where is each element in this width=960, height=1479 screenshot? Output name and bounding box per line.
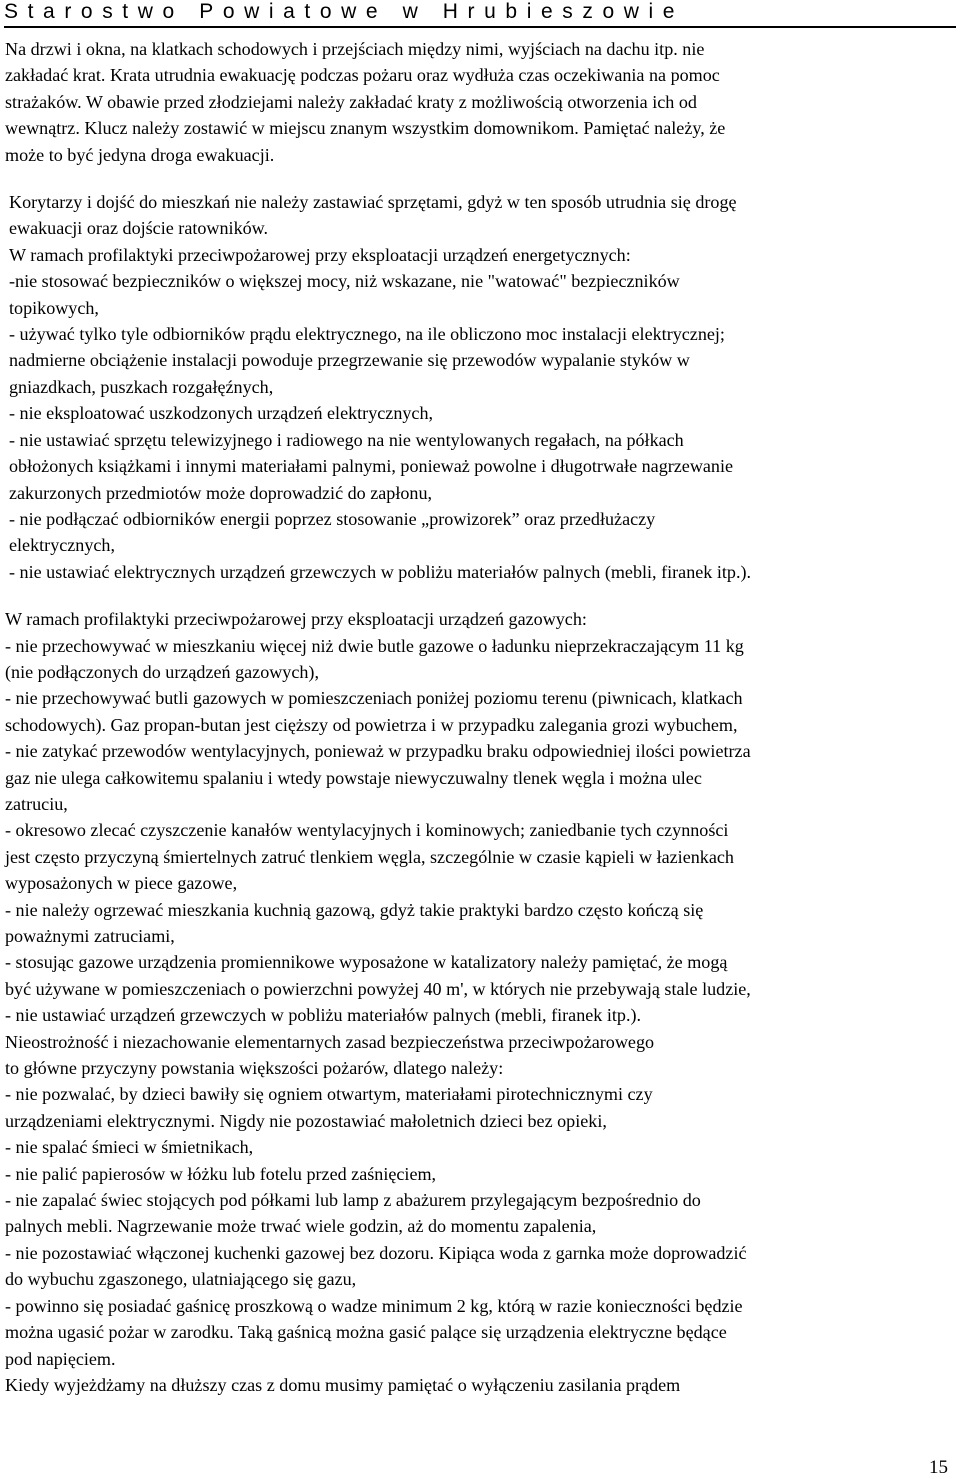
text-line: - nie ustawiać sprzętu telewizyjnego i radiowego na nie wentylowanych regałach, na półkach xyxy=(9,429,684,450)
text-line: ewakuacji oraz dojście ratowników. xyxy=(9,218,269,239)
text-line: Korytarzy i dojść do mieszkań nie należy zastawiać sprzętami, gdyż w ten sposób utrudnia się drogę xyxy=(9,192,737,213)
text-line: - nie zapalać świec stojących pod półkami lub lamp z abażurem przylegającym bezpośrednio do xyxy=(5,1190,701,1211)
text-line: zakurzonych przedmiotów może doprowadzić do zapłonu, xyxy=(9,482,433,503)
text-line: strażaków. W obawie przed złodziejami należy zakładać kraty z możliwością otworzenia ich od xyxy=(5,91,697,112)
text-line: to główne przyczyny powstania większości pożarów, dlatego należy: xyxy=(5,1058,504,1079)
text-line: nadmierne obciążenie instalacji powoduje przegrzewanie się przewodów wypalanie styków w xyxy=(9,350,690,371)
paragraph-spacer xyxy=(5,168,957,189)
text-line: -nie stosować bezpieczników o większej mocy, niż wskazane, nie "watować" bezpieczników xyxy=(9,271,680,292)
text-line: - nie przechowywać butli gazowych w pomieszczeniach poniżej poziomu terenu (piwnicach, klatkach xyxy=(5,688,743,709)
text-line: topikowych, xyxy=(9,297,99,318)
text-line: - nie palić papierosów w łóżku lub fotelu przed zaśnięciem, xyxy=(5,1163,437,1184)
text-line: (nie podłączonych do urządzeń gazowych), xyxy=(5,661,319,682)
text-line: może to być jedyna droga ewakuacji. xyxy=(5,144,275,165)
text-line: - nie zatykać przewodów wentylacyjnych, ponieważ w przypadku braku odpowiedniej ilości powietrza xyxy=(5,741,751,762)
text-line: poważnymi zatruciami, xyxy=(5,926,175,946)
text-line: - nie podłączać odbiorników energii poprzez stosowanie „prowizorek” oraz przedłużaczy xyxy=(9,508,656,529)
text-line: obłożonych książkami i innymi materiałami palnymi, ponieważ powolne i długotrwałe nagrzewanie xyxy=(9,456,734,477)
paragraph-window-bars xyxy=(5,36,957,168)
text-line: - nie pozwalać, by dzieci bawiły się ogniem otwartym, materiałami pirotechnicznymi czy xyxy=(5,1084,653,1105)
text-line: urządzeniami elektrycznymi. Nigdy nie pozostawiać małoletnich dzieci bez opieki, xyxy=(5,1110,607,1131)
text-line: - powinno się posiadać gaśnicę proszkową o wadze minimum 2 kg, którą w razie konieczności będzie xyxy=(5,1295,743,1316)
text-line: wewnątrz. Klucz należy zostawić w miejscu znanym wszystkim domownikom. Pamiętać należy, że xyxy=(5,118,726,139)
paragraph-spacer xyxy=(5,585,957,606)
paragraph-gas xyxy=(5,606,957,1398)
text-line: jest często przyczyną śmiertelnych zatruć tlenkiem węgla, szczególnie w czasie kąpieli w łazienkach xyxy=(5,846,734,867)
text-line: - nie pozostawiać włączonej kuchenki gazowej bez dozoru. Kipiąca woda z garnka może doprowadzić xyxy=(5,1242,747,1263)
text-line: gaz nie ulega całkowitemu spalaniu i wtedy powstaje niewyczuwalny tlenek węgla i można ulec xyxy=(5,767,702,788)
text-line: - nie ustawiać urządzeń grzewczych w pobliżu materiałów palnych (mebli, firanek itp.). xyxy=(5,1005,642,1026)
text-line: schodowych). Gaz propan-butan jest cięższy od powietrza i w przypadku zalegania grozi wybuchem, xyxy=(5,714,738,735)
text-line: wyposażonych w piece gazowe, xyxy=(5,873,238,894)
text-line: elektrycznych, xyxy=(9,535,115,556)
text-line: Nieostrożność i niezachowanie elementarnych zasad bezpieczeństwa przeciwpożarowego xyxy=(5,1031,655,1052)
text-line: W ramach profilaktyki przeciwpożarowej przy eksploatacji urządzeń energetycznych: xyxy=(9,244,631,265)
text-line: Na drzwi i okna, na klatkach schodowych i przejściach między nimi, wyjściach na dachu itp. nie xyxy=(5,39,705,59)
document-body xyxy=(5,36,957,1398)
page-header: Starostwo Powiatowe w Hrubieszowie xyxy=(4,0,956,28)
text-line: - nie należy ogrzewać mieszkania kuchnią gazową, gdyż takie praktyki bardzo często kończą się xyxy=(5,899,704,920)
text-line: - nie przechowywać w mieszkaniu więcej niż dwie butle gazowe o ładunku nieprzekraczającym 11 kg xyxy=(5,635,744,656)
text-line: Kiedy wyjeżdżamy na dłuższy czas z domu musimy pamiętać o wyłączeniu zasilania prądem xyxy=(5,1374,681,1395)
text-line: zakładać krat. Krata utrudnia ewakuację podczas pożaru oraz wydłuża czas oczekiwania na pomoc xyxy=(5,65,720,86)
text-line: gniazdkach, puszkach rozgałęźnych, xyxy=(9,376,274,397)
text-line: można ugasić pożar w zarodku. Taką gaśnicą można gasić palące się urządzenia elektryczne będące xyxy=(5,1322,727,1343)
text-line: - okresowo zlecać czyszczenie kanałów wentylacyjnych i kominowych; zaniedbanie tych czynności xyxy=(5,820,729,841)
text-line: - używać tylko tyle odbiorników prądu elektrycznego, na ile obliczono moc instalacji elektrycznej; xyxy=(9,324,725,345)
text-line: - nie spalać śmieci w śmietnikach, xyxy=(5,1137,254,1158)
text-line: pod napięciem. xyxy=(5,1348,116,1369)
text-line: zatruciu, xyxy=(5,793,68,814)
text-line: do wybuchu zgaszonego, ulatniającego się gazu, xyxy=(5,1269,357,1290)
text-line: - nie eksploatować uszkodzonych urządzeń elektrycznych, xyxy=(9,403,434,424)
paragraph-electrical xyxy=(5,189,957,585)
text-line: - nie ustawiać elektrycznych urządzeń grzewczych w pobliżu materiałów palnych (mebli, firanek itp.). xyxy=(9,561,752,582)
text-line: - stosując gazowe urządzenia promiennikowe wyposażone w katalizatory należy pamiętać, że mogą xyxy=(5,952,728,973)
text-line: być używane w pomieszczeniach o powierzchni powyżej 40 m', w których nie przebywają stale ludzie, xyxy=(5,978,751,999)
text-line: W ramach profilaktyki przeciwpożarowej przy eksploatacji urządzeń gazowych: xyxy=(5,609,587,630)
text-line: palnych mebli. Nagrzewanie może trwać wiele godzin, aż do momentu zapalenia, xyxy=(5,1216,597,1237)
page-number: 15 xyxy=(929,1457,948,1478)
